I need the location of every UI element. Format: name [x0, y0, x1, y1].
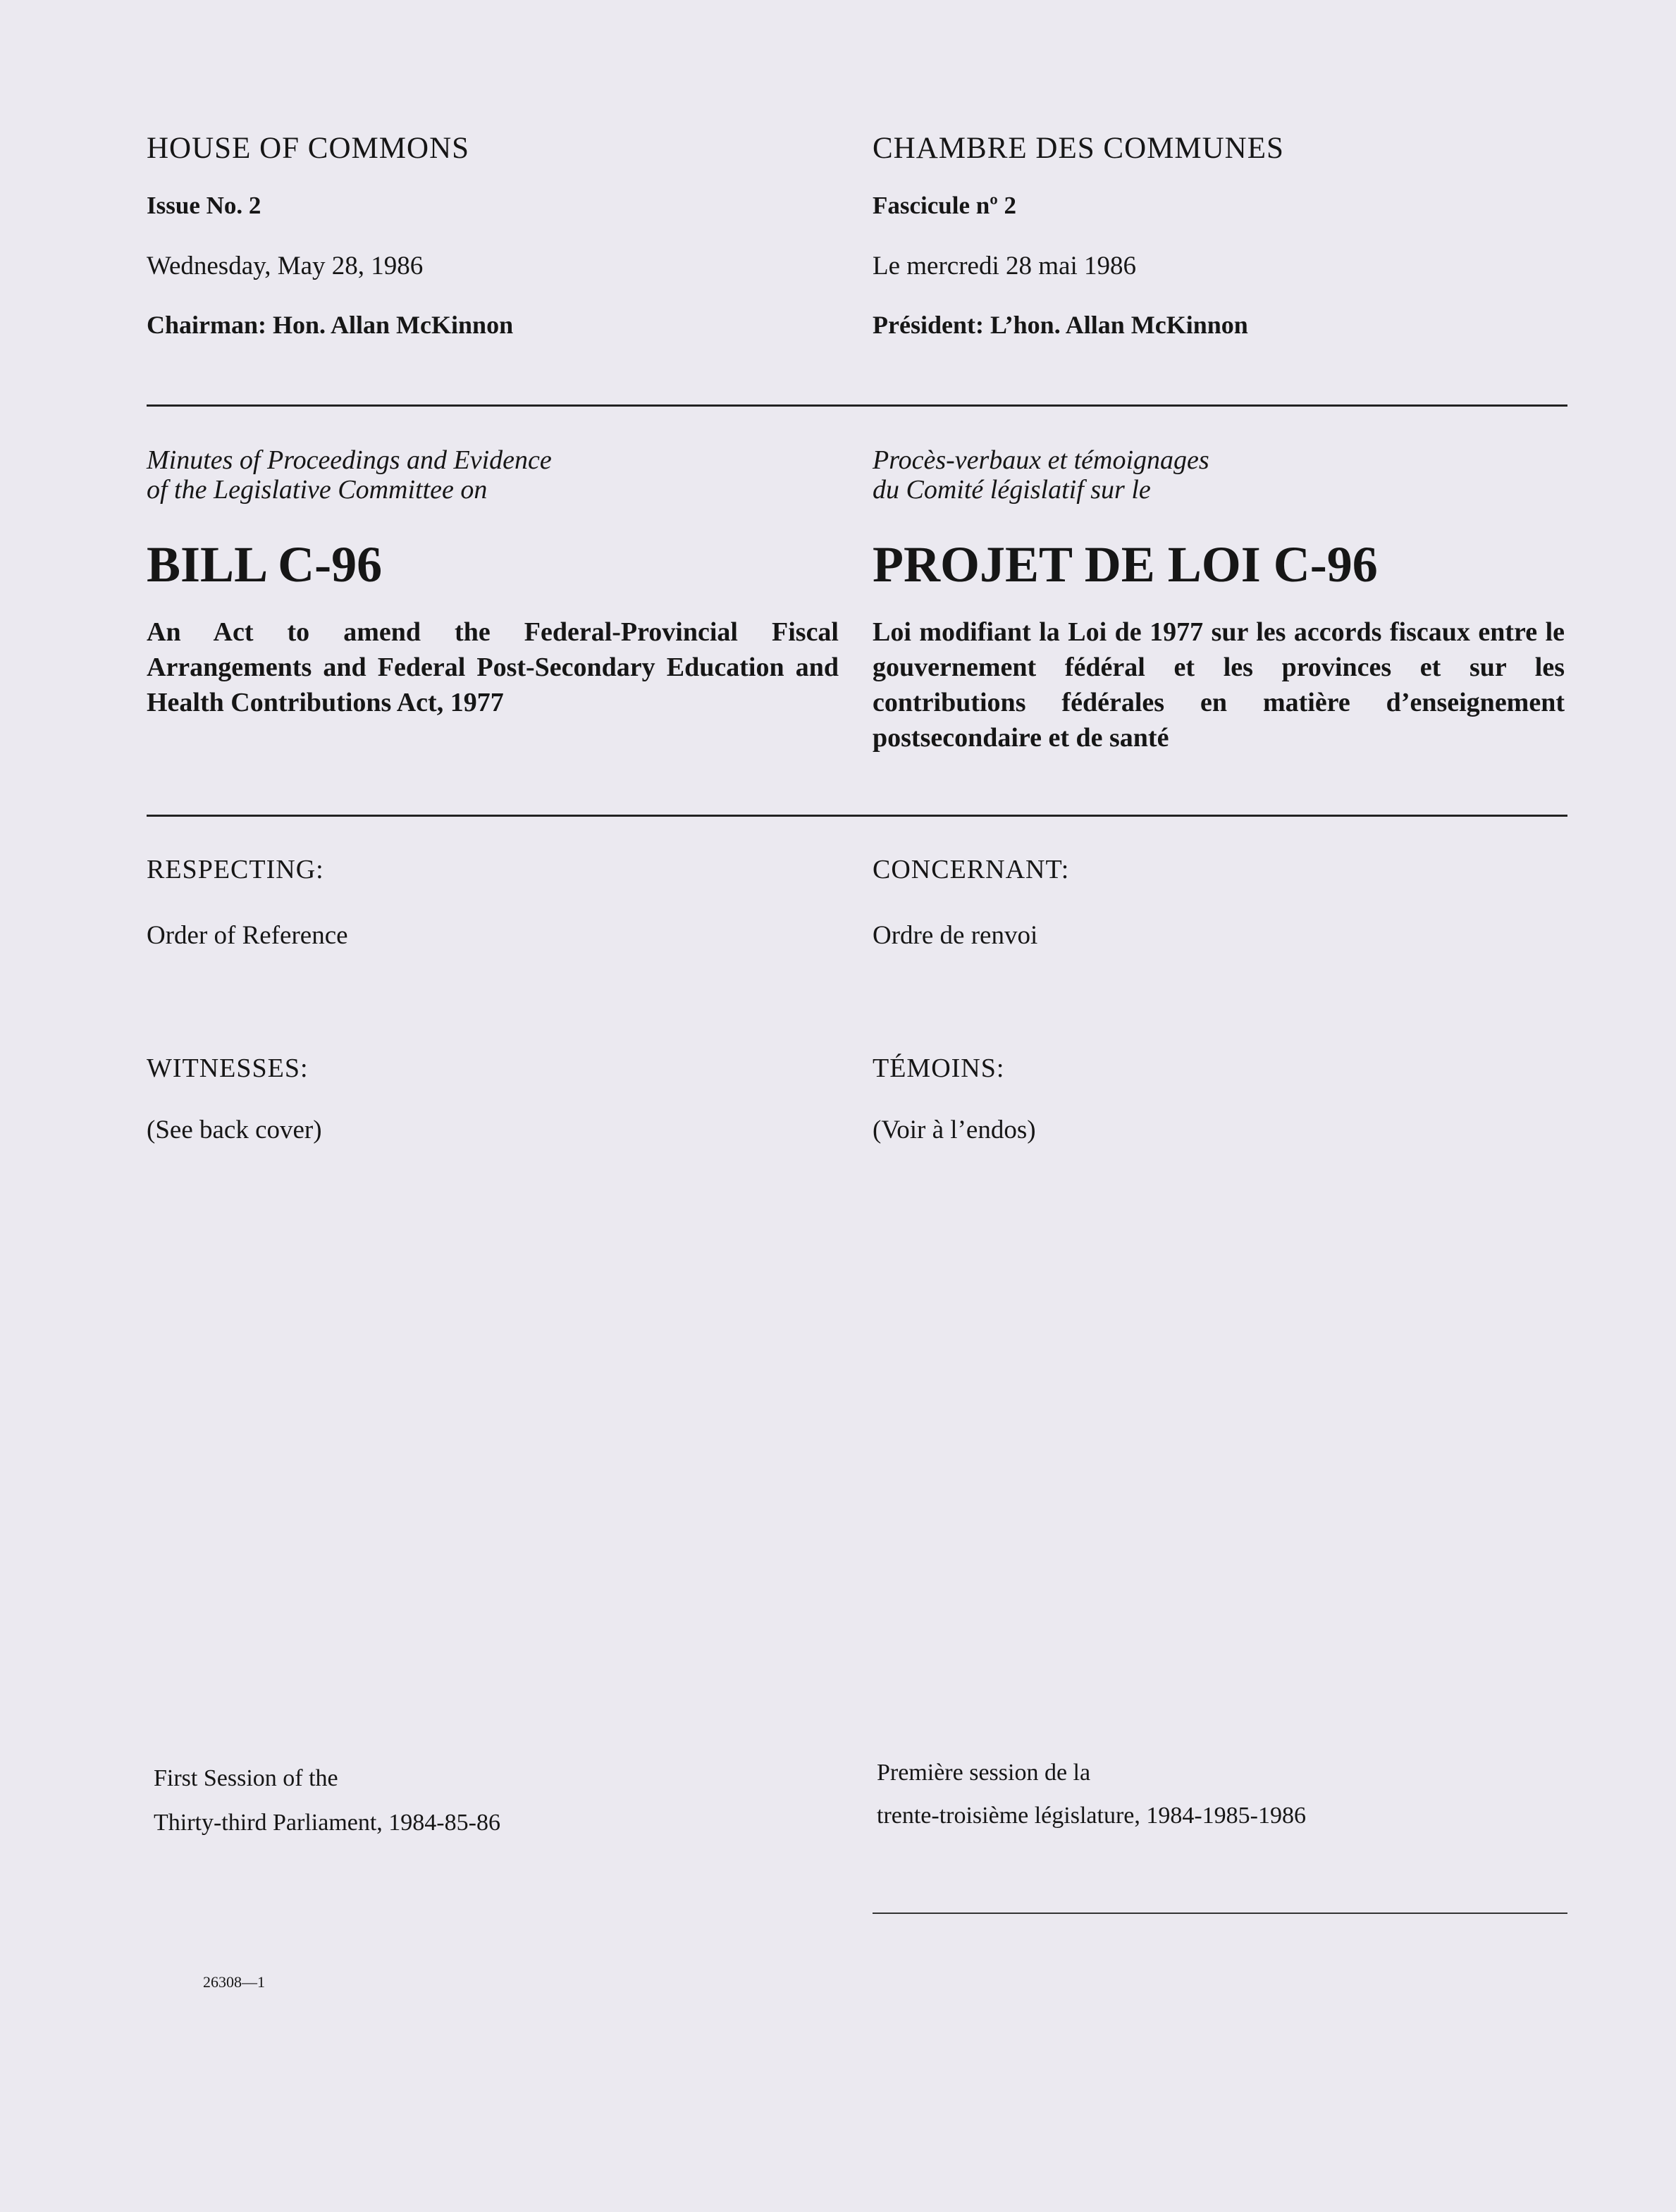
witnesses-heading-en: WITNESSES: — [147, 1054, 309, 1083]
chairman-en: Chairman: Hon. Allan McKinnon — [147, 311, 514, 339]
respecting-heading-en: RESPECTING: — [147, 855, 324, 884]
minutes-line2-fr: du Comité législatif sur le — [873, 475, 1151, 505]
issue-number-fr: Fascicule nº 2 — [873, 192, 1017, 219]
minutes-line1-en: Minutes of Proceedings and Evidence — [147, 445, 552, 475]
bottom-divider — [873, 1913, 1567, 1914]
act-title-fr: Loi modifiant la Loi de 1977 sur les accords fiscaux entre le gouvernement fédéral et les provinces et sur les contributions fédérales en matière d’enseignement postsecondaire et de santé — [873, 617, 1565, 753]
middle-divider — [147, 815, 1567, 817]
minutes-title-en — [147, 445, 841, 505]
minutes-line2-en: of the Legislative Committee on — [147, 475, 488, 505]
meeting-date-en: Wednesday, May 28, 1986 — [147, 252, 424, 280]
chairman-fr: Président: L’hon. Allan McKinnon — [873, 311, 1248, 339]
respecting-value-fr: Ordre de renvoi — [873, 921, 1038, 950]
session-line2-en: Thirty-third Parliament, 1984-85-86 — [154, 1810, 500, 1836]
witnesses-value-fr: (Voir à l’endos) — [873, 1116, 1036, 1144]
witnesses-heading-fr: TÉMOINS: — [873, 1054, 1005, 1083]
minutes-line1-fr: Procès-verbaux et témoignages — [873, 445, 1209, 475]
session-line1-en: First Session of the — [154, 1765, 338, 1791]
respecting-heading-fr: CONCERNANT: — [873, 855, 1070, 884]
print-number: 26308—1 — [203, 1973, 265, 1991]
issue-number-en: Issue No. 2 — [147, 192, 261, 219]
session-line2-fr: trente-troisième législature, 1984-1985-1986 — [877, 1803, 1306, 1829]
meeting-date-fr: Le mercredi 28 mai 1986 — [873, 252, 1136, 280]
bill-title-en: BILL C-96 — [147, 536, 383, 593]
act-title-en: An Act to amend the Federal-Provincial Fiscal Arrangements and Federal Post-Secondary Education and Health Contributions Act, 1977 — [147, 617, 839, 717]
house-of-commons-heading: HOUSE OF COMMONS — [147, 132, 470, 165]
witnesses-value-en: (See back cover) — [147, 1116, 322, 1144]
minutes-title-fr — [873, 445, 1567, 505]
chambre-des-communes-heading: CHAMBRE DES COMMUNES — [873, 132, 1284, 165]
respecting-value-en: Order of Reference — [147, 921, 348, 950]
top-divider — [147, 404, 1567, 407]
bill-title-fr: PROJET DE LOI C-96 — [873, 536, 1378, 593]
session-line1-fr: Première session de la — [877, 1760, 1091, 1786]
